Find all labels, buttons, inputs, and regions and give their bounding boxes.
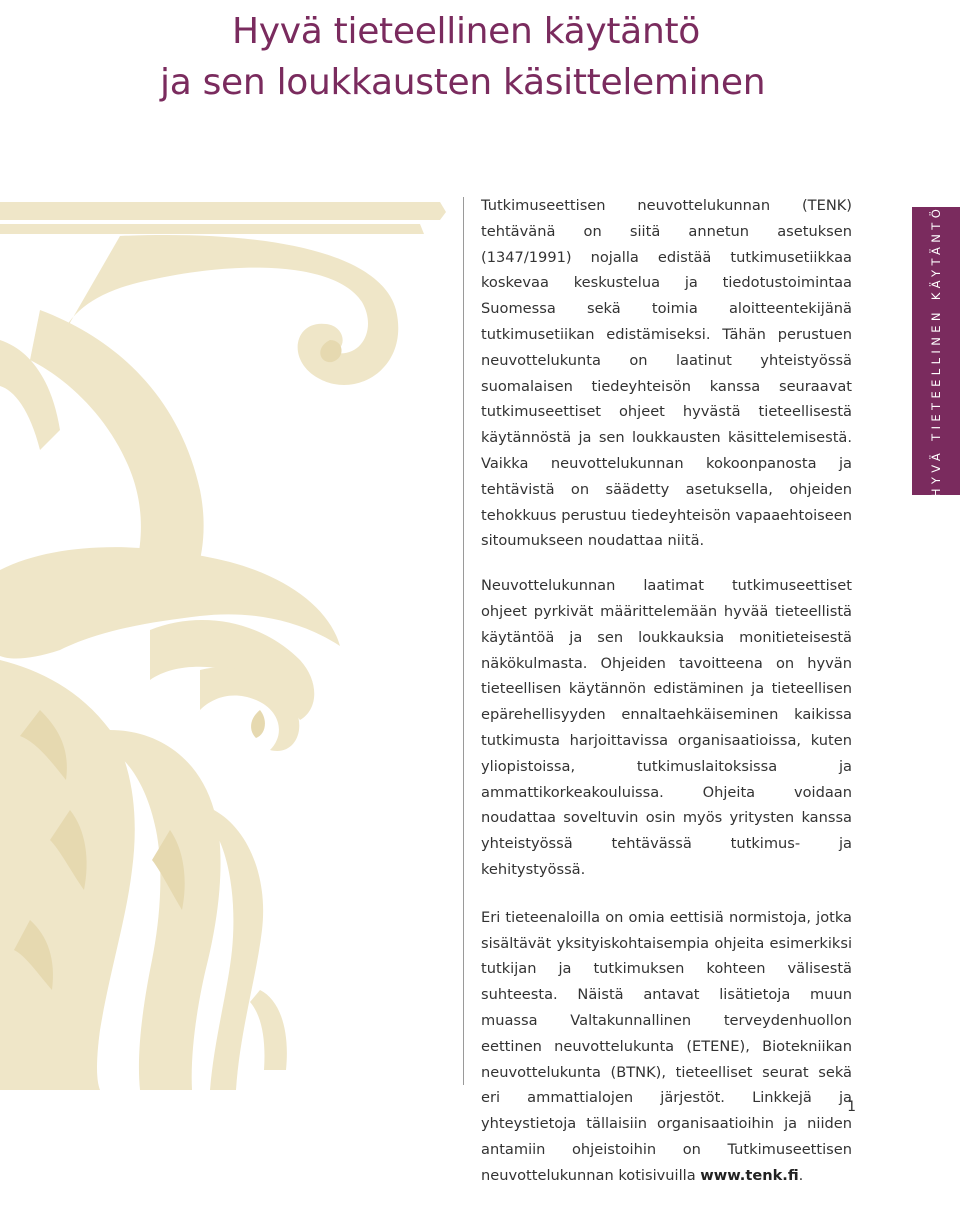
section-sidebar-tab [912, 204, 960, 498]
website-link[interactable]: www.tenk.fi [700, 1166, 799, 1184]
paragraph-3 [481, 905, 852, 1189]
paragraph-3-text: Eri tieteenaloilla on omia eettisiä normistoja, jotka sisältävät yksityiskohtaisempia ohjeita esimerkiksi tutkijan ja tutkimuksen kohteen välisestä suhteesta. Näistä antavat lisätietoja muun muassa Valtakunnallinen terveydenhuollon eettinen neuvottelukunta (ETENE), Biotekniikan neuvottelukunta (BTNK), tieteelliset seurat sekä eri ammattialojen järjestöt. Linkkejä ja yhteystietoja tällaisiin organisaatioihin ja niiden antamiin ohjeistoihin on Tutkimuseettisen neuvottelukunnan kotisivuilla [481, 908, 852, 1184]
page-number: 1 [847, 1099, 856, 1115]
paragraph-1: Tutkimuseettisen neuvottelukunnan (TENK) tehtävänä on siitä annetun asetuksen (1347/1991) nojalla edistää tutkimusetiikkaa koskevaa keskustelua ja tiedotustoimintaa Suomessa sekä toimia aloitteentekijänä tutkimusetiikan edistämiseksi. Tähän perustuen neuvottelukunta on laatinut yhteistyössä suomalaisen tiedeyhteisön kanssa seuraavat tutkimuseettiset ohjeet hyvästä tieteellisestä käytännöstä ja sen loukkausten käsittelemisestä. Vaikka neuvottelukunnan kokoonpanosta ja tehtävistä on säädetty asetuksella, ohjeiden tehokkuus perustuu tiedeyhteisön vapaaehtoiseen sitoumukseen noudattaa niitä. [481, 197, 852, 550]
link-suffix: . [798, 1166, 804, 1184]
column-divider [463, 197, 464, 1085]
sidebar-label: HYVÄ TIETEELLINEN KÄYTÄNTÖ [929, 204, 943, 498]
title-line-2: ja sen loukkausten käsitteleminen [160, 62, 766, 103]
paragraph-2: Neuvottelukunnan laatimat tutkimuseettiset ohjeet pyrkivät määrittelemään hyvää tieteellistä käytäntöä ja sen loukkauksia monitieteisestä näkökulmasta. Ohjeiden tavoitteena on hyvän tieteellisen käytännön edistäminen ja tieteellisen epärehellisyyden ennaltaehkäiseminen kaikissa tutkimusta harjoittavissa organisaatioissa, kuten yliopistoissa, tutkimuslaitoksissa ja ammattikorkeakouluissa. Ohjeita voidaan noudattaa soveltuvin osin myös yritysten kanssa yhteistyössä tehtävässä tutkimus- ja kehitystyössä. [481, 577, 852, 878]
title-line-1: Hyvä tieteellinen käytäntö [232, 11, 701, 52]
page-title [160, 6, 920, 108]
corinthian-capital-icon [0, 190, 458, 1090]
body-text-column [481, 193, 852, 1207]
